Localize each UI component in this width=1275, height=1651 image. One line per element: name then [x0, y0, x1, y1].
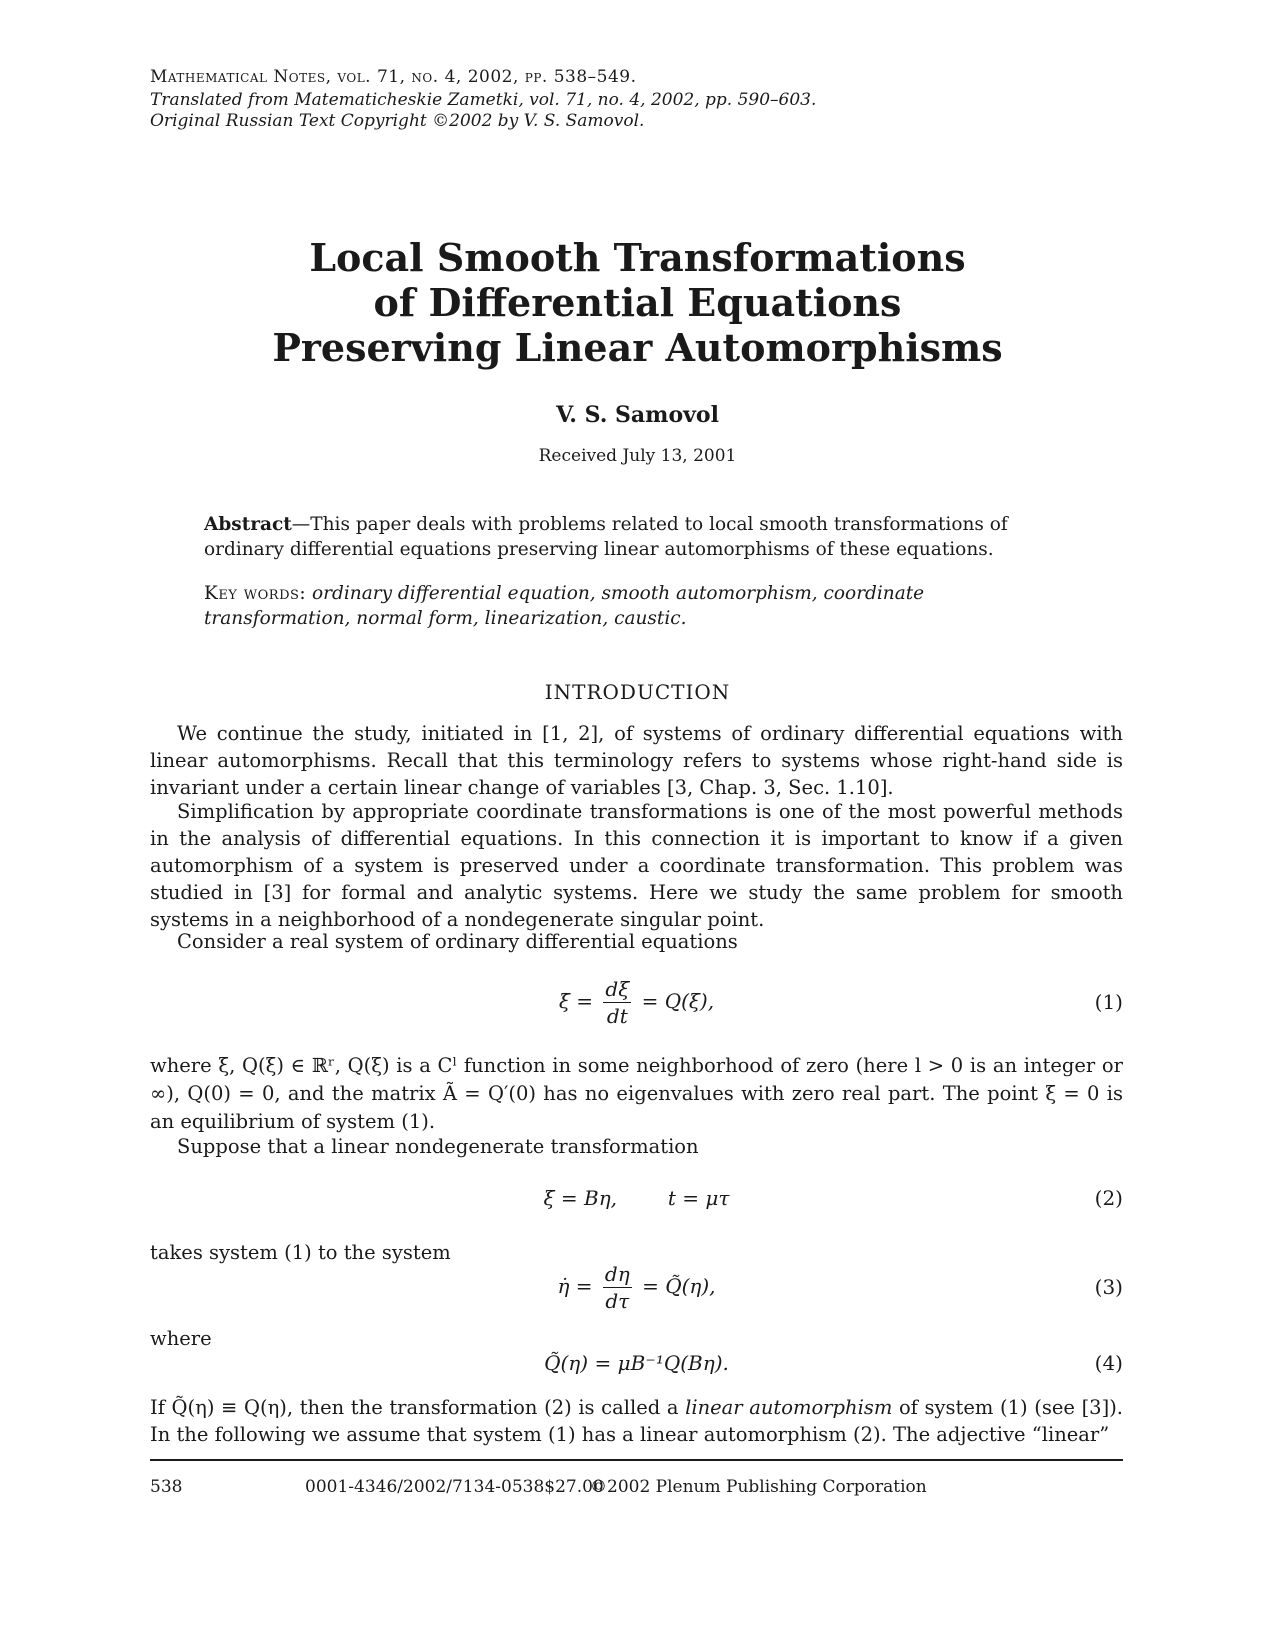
abstract-text: —This paper deals with problems related to local smooth transformations of ordinary differential equations preserving linear automorphisms of these equations.: [204, 514, 1008, 560]
paper-title-line-1: Local Smooth Transformations: [309, 235, 966, 280]
equation-1: [150, 976, 1123, 1032]
paragraph-7: where: [150, 1327, 212, 1350]
eq1-lhs: ξ̇ =: [558, 989, 594, 1013]
eq3-lhs: η̇ =: [557, 1274, 593, 1298]
paragraph-8: [150, 1394, 1123, 1448]
eq2-label: (2): [1094, 1186, 1123, 1210]
paragraph-8-start: If Q̃(η) ≡ Q(η), then the transformation (2) is called a: [150, 1396, 686, 1419]
journal-line: Mathematical Notes, vol. 71, no. 4, 2002, pp. 538–549.: [150, 67, 637, 87]
eq3-denominator: dτ: [605, 1289, 630, 1313]
eq2-expression: ξ = Bη, t = μτ: [543, 1186, 730, 1210]
received-date: Received July 13, 2001: [538, 446, 737, 466]
paragraph-6: takes system (1) to the system: [150, 1241, 451, 1264]
keywords: [204, 581, 1074, 631]
author: V. S. Samovol: [556, 402, 719, 428]
article-code: 0001-4346/2002/7134-0538$27.00: [305, 1477, 604, 1497]
paper-title-line-3: Preserving Linear Automorphisms: [272, 325, 1003, 370]
eq3-label: (3): [1094, 1275, 1123, 1299]
footer-rule: [150, 1459, 1123, 1461]
abstract: [204, 512, 1074, 562]
paragraph-2: Simplification by appropriate coordinate transformations is one of the most powerful methods in the analysis of differential equations. In this connection it is important to know if a given automorphism of a system is preserved under a coordinate transformation. This problem was studied in [3] for formal and analytic systems. Here we study the same problem for smooth systems in a neighborhood of a nondegenerate singular point.: [150, 800, 1123, 931]
copyright-line: Original Russian Text Copyright ©2002 by V. S. Samovol.: [150, 111, 645, 131]
paragraph-5: Suppose that a linear nondegenerate transformation: [177, 1135, 699, 1158]
keywords-label: Key words:: [204, 583, 307, 604]
eq1-label: (1): [1094, 990, 1123, 1014]
eq1-rhs: = Q(ξ),: [641, 989, 715, 1013]
paragraph-4: where ξ, Q(ξ) ∈ ℝʳ, Q(ξ) is a Cˡ function in some neighborhood of zero (here l > 0 is an integer or ∞), Q(0) = 0, and the matrix Ã = Q′(0) has no eigenvalues with zero real part. The point ξ = 0 is an equilibrium of system (1).: [150, 1054, 1123, 1133]
translated-line: Translated from Matematicheskie Zametki, vol. 71, no. 4, 2002, pp. 590–603.: [150, 90, 817, 110]
eq1-numerator: dξ: [605, 977, 630, 1001]
page-number: 538: [150, 1477, 183, 1497]
publisher: ©2002 Plenum Publishing Corporation: [590, 1477, 927, 1497]
abstract-label: Abstract: [204, 514, 292, 535]
eq3-rhs: = Q̃(η),: [642, 1274, 716, 1298]
equation-3: [150, 1261, 1123, 1317]
paragraph-8-emphasis: linear automorphism: [685, 1396, 893, 1419]
keywords-text: ordinary differential equation, smooth automorphism, coordinate transformation, normal form, linearization, caustic.: [204, 583, 925, 629]
paragraph-1: We continue the study, initiated in [1, 2], of systems of ordinary differential equations with linear automorphisms. Recall that this terminology refers to systems whose right-hand side is invariant under a certain linear change of variables [3, Chap. 3, Sec. 1.10].: [150, 722, 1123, 799]
eq1-denominator: dt: [606, 1004, 628, 1028]
eq4-label: (4): [1094, 1351, 1123, 1375]
eq1-fraction: [603, 976, 631, 1029]
paragraph-3: Consider a real system of ordinary differential equations: [177, 930, 738, 953]
eq3-fraction: [603, 1261, 632, 1314]
paper-title-line-2: of Differential Equations: [373, 280, 902, 325]
paragraph-8-end: of system (1) (see [3]). In the following we assume that system (1) has a linear automorphism (2). The adjective “linear”: [150, 1396, 1124, 1446]
eq4-expression: Q̃(η) = μB⁻¹Q(Bη).: [544, 1351, 729, 1375]
section-heading: INTRODUCTION: [544, 680, 731, 704]
equation-2: [150, 1186, 1123, 1242]
eq3-numerator: dη: [604, 1262, 630, 1286]
